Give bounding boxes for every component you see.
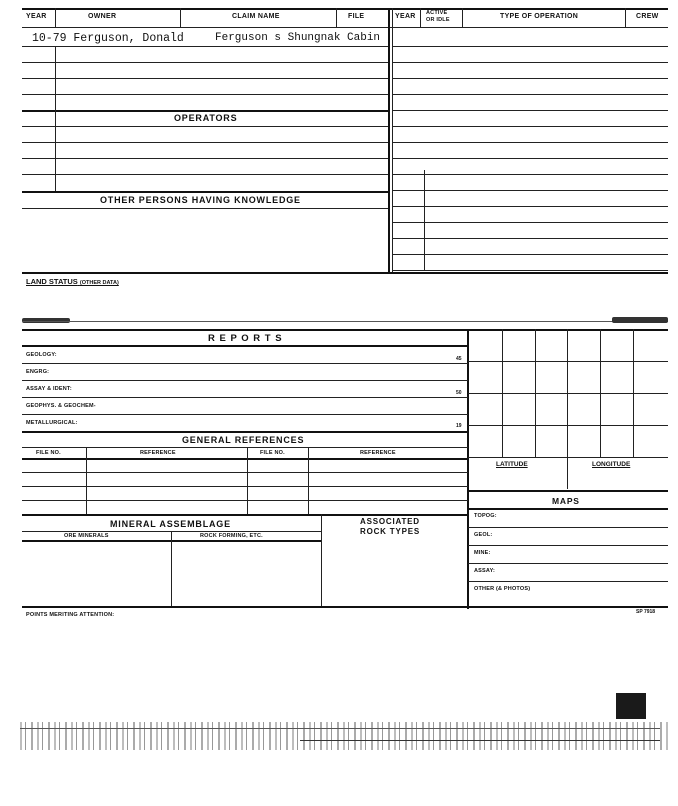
maps-top-rule — [468, 490, 668, 492]
col-sep — [462, 8, 463, 28]
ref-header-file-no: FILE NO. — [36, 450, 61, 456]
form-number: SP 7918 — [636, 609, 656, 615]
right-row-line — [392, 222, 668, 223]
right-row-line — [392, 158, 668, 159]
right-row-line — [392, 46, 668, 47]
ore-minerals-header: ORE MINERALS — [64, 533, 109, 539]
ref-header-rule — [22, 458, 468, 460]
mineral-assemblage-title: MINERAL ASSEMBLAGE — [110, 519, 231, 529]
main-divider — [388, 8, 390, 273]
grid-row — [468, 457, 668, 458]
mineral-bottom — [22, 606, 668, 608]
report-label: ENGRG: — [26, 369, 50, 375]
right-row-line — [392, 142, 668, 143]
claim-entry: Ferguson s Shungnak Cabin — [215, 32, 381, 44]
ref-col-line — [247, 447, 248, 515]
coords-divider — [567, 457, 568, 489]
grid-row — [468, 425, 668, 426]
right-row-line — [392, 174, 668, 175]
report-label: GEOPHYS. & GEOCHEM- — [26, 403, 96, 409]
report-row-line — [22, 431, 468, 433]
map-row-line — [468, 527, 668, 528]
report-row-line — [22, 380, 468, 381]
grid-row — [468, 393, 668, 394]
row-line — [22, 142, 388, 143]
row-line — [22, 78, 388, 79]
right-row-line — [392, 110, 668, 111]
right-row-line — [392, 190, 668, 191]
rock-types-title: ROCK TYPES — [360, 527, 421, 536]
row-line — [22, 174, 388, 175]
col-sep — [420, 8, 421, 28]
rock-forming-header: ROCK FORMING, ETC. — [200, 533, 263, 539]
owner-entry: 10-79 Ferguson, Donald — [32, 32, 184, 45]
header-or-idle: OR IDLE — [426, 17, 450, 23]
map-row-line — [468, 545, 668, 546]
scan-noise-line — [300, 740, 660, 741]
row-line — [22, 208, 388, 209]
other-persons-title: OTHER PERSONS HAVING KNOWLEDGE — [100, 195, 301, 205]
col-sep — [336, 8, 337, 28]
ref-row-line — [22, 486, 468, 487]
owner-col-line — [55, 46, 56, 191]
scan-mark — [612, 317, 668, 323]
map-label: MINE: — [474, 550, 491, 556]
right-row-line — [392, 94, 668, 95]
row-line — [22, 126, 388, 127]
col-sep — [55, 8, 56, 28]
header-year: YEAR — [26, 13, 47, 20]
report-num: 45 — [456, 356, 462, 362]
row-line — [22, 62, 388, 63]
scan-noise-band — [20, 722, 668, 750]
top-block-bottom — [22, 272, 668, 274]
maps-title-rule — [468, 508, 668, 510]
reports-right-border — [467, 329, 469, 609]
header-active: ACTIVE — [426, 10, 448, 16]
operators-title: OPERATORS — [174, 113, 238, 123]
land-status-label — [26, 277, 119, 286]
report-label: METALLURGICAL: — [26, 420, 78, 426]
right-row-line — [392, 126, 668, 127]
reports-title-rule — [22, 345, 468, 347]
row-line — [22, 46, 388, 47]
maps-title: MAPS — [552, 496, 580, 506]
right-row-line — [392, 78, 668, 79]
header-owner: OWNER — [88, 13, 117, 20]
land-status-sub: (OTHER DATA) — [79, 280, 119, 286]
other-persons-rule — [22, 191, 388, 193]
map-label: GEOL: — [474, 532, 493, 538]
reports-title: R E P O R T S — [208, 333, 283, 344]
land-status-title: LAND STATUS — [26, 277, 78, 286]
latitude-label: LATITUDE — [496, 461, 528, 468]
reports-top — [22, 329, 668, 331]
header-type-of-operation: TYPE OF OPERATION — [500, 13, 579, 20]
right-col-line — [424, 170, 425, 270]
right-row-line — [392, 270, 668, 271]
longitude-label: LONGITUDE — [592, 461, 631, 468]
map-label: TOPOG: — [474, 513, 497, 519]
row-line — [22, 158, 388, 159]
ref-header-reference: REFERENCE — [140, 450, 176, 456]
ref-bottom — [22, 514, 468, 516]
ref-title-rule — [22, 447, 468, 448]
col-sep — [180, 8, 181, 28]
map-row-line — [468, 563, 668, 564]
scan-noise-line — [20, 728, 660, 729]
separator-line — [22, 321, 668, 322]
header-rule — [22, 27, 668, 28]
associated-title: ASSOCIATED — [360, 517, 420, 526]
report-row-line — [22, 414, 468, 415]
ref-header-file-no-2: FILE NO. — [260, 450, 285, 456]
points-meriting-label: POINTS MERITING ATTENTION: — [26, 612, 115, 618]
top-border — [22, 8, 668, 10]
mineral-col-line — [321, 514, 322, 607]
col-sep — [625, 8, 626, 28]
operators-rule — [22, 110, 388, 112]
map-label: ASSAY: — [474, 568, 496, 574]
right-row-line — [392, 62, 668, 63]
scan-black-square — [616, 693, 646, 719]
grid-row — [468, 361, 668, 362]
ref-row-line — [22, 472, 468, 473]
map-label: OTHER (& PHOTOS) — [474, 586, 531, 592]
map-row-line — [468, 581, 668, 582]
report-num: 19 — [456, 423, 462, 429]
report-label: ASSAY & IDENT: — [26, 386, 72, 392]
main-divider-inner — [392, 8, 393, 273]
right-row-line — [392, 206, 668, 207]
row-line — [22, 94, 388, 95]
ref-row-line — [22, 500, 468, 501]
mineral-col-line — [171, 531, 172, 607]
header-file: FILE — [348, 13, 365, 20]
report-num: 50 — [456, 390, 462, 396]
report-row-line — [22, 363, 468, 364]
header-crew: CREW — [636, 13, 659, 20]
right-row-line — [392, 238, 668, 239]
header-claim-name: CLAIM NAME — [232, 13, 280, 20]
right-row-line — [392, 254, 668, 255]
report-row-line — [22, 397, 468, 398]
ref-header-reference-2: REFERENCE — [360, 450, 396, 456]
report-label: GEOLOGY: — [26, 352, 57, 358]
general-references-title: GENERAL REFERENCES — [182, 435, 305, 445]
ref-col-line — [86, 447, 87, 515]
ref-col-line — [308, 447, 309, 515]
header-year-right: YEAR — [395, 13, 416, 20]
